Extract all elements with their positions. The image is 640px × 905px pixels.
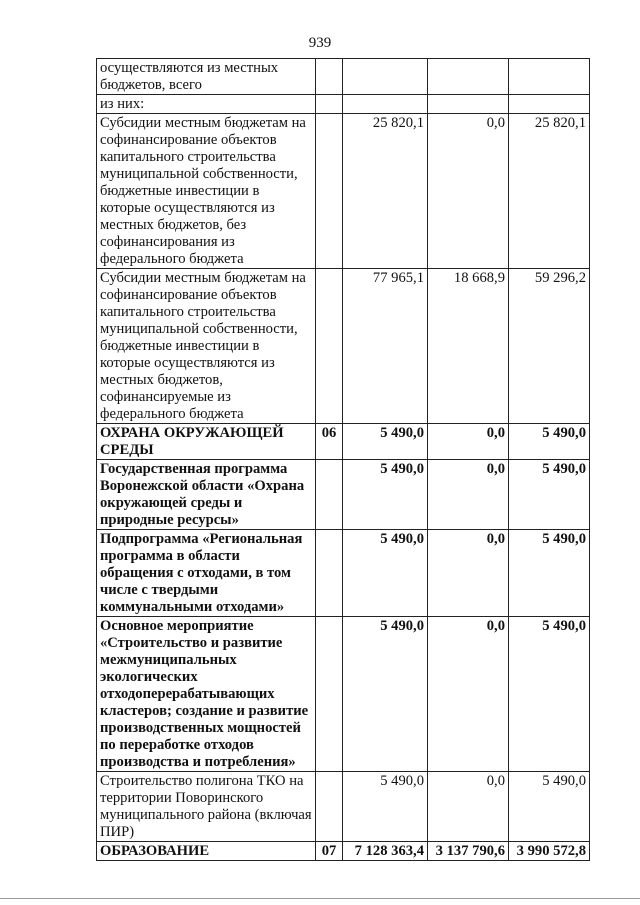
row-regional: 59 296,2 — [509, 269, 590, 424]
table-row — [97, 460, 590, 530]
row-code — [316, 95, 343, 114]
row-total — [343, 95, 428, 114]
row-name: Строительство полигона ТКО на территории Поворинского муниципального района (включая ПИР) — [97, 772, 316, 842]
row-name: ОБРАЗОВАНИЕ — [97, 842, 316, 861]
row-name: из них: — [97, 95, 316, 114]
row-total: 7 128 363,4 — [343, 842, 428, 861]
row-name: осуществляются из местных бюджетов, всего — [97, 59, 316, 95]
row-total: 5 490,0 — [343, 460, 428, 530]
row-regional: 3 990 572,8 — [509, 842, 590, 861]
table-row — [97, 772, 590, 842]
row-code: 07 — [316, 842, 343, 861]
row-regional — [509, 95, 590, 114]
row-name: Субсидии местным бюджетам на софинансирование объектов капитального строительства муниципальной собственности, бюджетные инвестиции в которые осуществляются из местных бюджетов, софинансируемые из федерального бюджета — [97, 269, 316, 424]
row-federal: 0,0 — [428, 530, 509, 617]
row-total: 5 490,0 — [343, 424, 428, 460]
table-row — [97, 95, 590, 114]
row-total — [343, 59, 428, 95]
row-code — [316, 114, 343, 269]
row-name: Государственная программа Воронежской области «Охрана окружающей среды и природные ресурсы» — [97, 460, 316, 530]
row-regional: 5 490,0 — [509, 530, 590, 617]
page-number: 939 — [308, 35, 332, 51]
table-row — [97, 617, 590, 772]
row-total: 5 490,0 — [343, 617, 428, 772]
row-code — [316, 59, 343, 95]
table-row — [97, 59, 590, 95]
row-federal — [428, 95, 509, 114]
row-federal: 18 668,9 — [428, 269, 509, 424]
table-row — [97, 114, 590, 269]
row-code: 06 — [316, 424, 343, 460]
table-row — [97, 269, 590, 424]
row-code — [316, 460, 343, 530]
row-regional — [509, 59, 590, 95]
row-regional: 5 490,0 — [509, 617, 590, 772]
row-regional: 5 490,0 — [509, 772, 590, 842]
budget-table — [96, 58, 590, 861]
row-total: 25 820,1 — [343, 114, 428, 269]
row-name: Субсидии местным бюджетам на софинансирование объектов капитального строительства муниципальной собственности, бюджетные инвестиции в которые осуществляются из местных бюджетов, без софинансирования из федерального бюджета — [97, 114, 316, 269]
row-code — [316, 530, 343, 617]
row-code — [316, 617, 343, 772]
row-federal: 0,0 — [428, 424, 509, 460]
row-code — [316, 772, 343, 842]
row-code — [316, 269, 343, 424]
row-federal: 0,0 — [428, 772, 509, 842]
row-federal — [428, 59, 509, 95]
table-row — [97, 530, 590, 617]
row-total: 77 965,1 — [343, 269, 428, 424]
table-row — [97, 842, 590, 861]
row-regional: 25 820,1 — [509, 114, 590, 269]
page-bottom-rule — [0, 898, 640, 899]
row-federal: 0,0 — [428, 617, 509, 772]
row-federal: 0,0 — [428, 460, 509, 530]
table-row — [97, 424, 590, 460]
row-total: 5 490,0 — [343, 530, 428, 617]
row-regional: 5 490,0 — [509, 424, 590, 460]
row-total: 5 490,0 — [343, 772, 428, 842]
row-name: ОХРАНА ОКРУЖАЮЩЕЙ СРЕДЫ — [97, 424, 316, 460]
row-federal: 0,0 — [428, 114, 509, 269]
row-name: Основное мероприятие «Строительство и развитие межмуниципальных экологических отходоперерабатывающих кластеров; создание и развитие производственных мощностей по переработке отходов производства и потребления» — [97, 617, 316, 772]
row-federal: 3 137 790,6 — [428, 842, 509, 861]
row-name: Подпрограмма «Региональная программа в области обращения с отходами, в том числе с твердыми коммунальными отходами» — [97, 530, 316, 617]
row-regional: 5 490,0 — [509, 460, 590, 530]
